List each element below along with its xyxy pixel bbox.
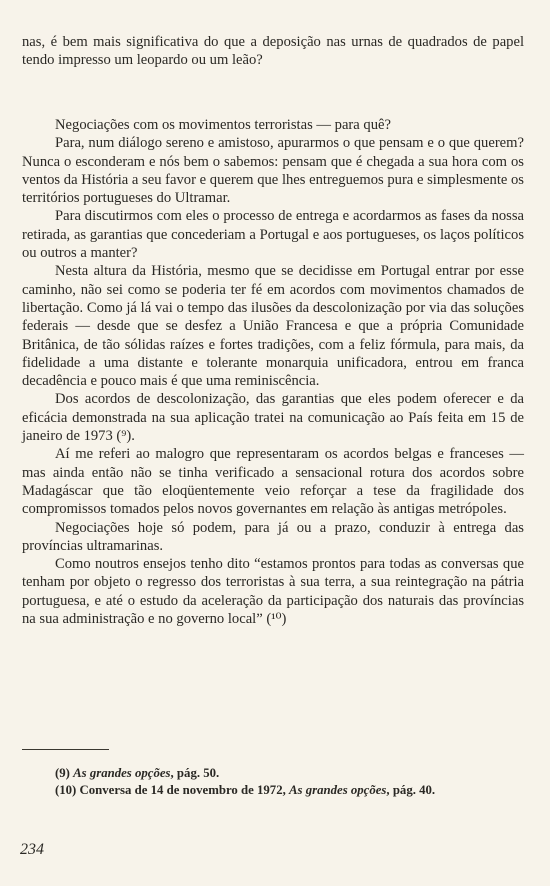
footnote-page: , pág. 50. — [170, 766, 220, 780]
page-number: 234 — [20, 841, 44, 858]
paragraph: Negociações hoje só podem, para já ou a prazo, conduzir à entrega das províncias ultramarinas. — [22, 519, 524, 554]
paragraph: Para discutirmos com eles o processo de entrega e acordarmos as fases da nossa retirada, as garantias que concederiam a Portugal e aos portugueses, os laços políticos ou outros a manter? — [22, 208, 524, 262]
paragraph: Nesta altura da História, mesmo que se decidisse em Portugal entrar por esse caminho, não sei como se poderia ter fé em acordos com movimentos chamados de libertação. Como já lá vai o tempo das ilusões da descolonização por via das soluções federais — desde que se desfez a União Francesa e que a própria Comunidade Britânica, de tão sólidas raízes e fortes tradições, com a feliz fórmula, para mais, da fidelidade a uma distante e tolerante monarquia unificadora, entrou em franca decadência e pouco mais é que uma reminiscência. — [22, 263, 524, 390]
paragraph: Aí me referi ao malogro que representaram os acordos belgas e franceses — mas ainda então não se tinha verificado a sensacional rotura dos acordos sobre Madagáscar que tão eloqüentemente veio reforçar a tese da fragilidade dos compromissos tomados pelos novos governantes em relação às antigas metrópoles. — [22, 446, 524, 518]
paragraph: nas, é bem mais significativa do que a deposição nas urnas de quadrados de papel tendo impresso um leopardo ou um leão? — [22, 34, 524, 69]
footnote-text: (10) Conversa de 14 de novembro de 1972, — [55, 782, 290, 797]
continued-paragraph — [22, 33, 524, 70]
footnote-book-title: As grandes opções — [289, 782, 387, 797]
footnotes — [22, 765, 524, 798]
body-text — [22, 116, 524, 628]
footnote-page: , pág. 40. — [386, 782, 436, 797]
footnote-10 — [22, 782, 524, 799]
footnote-divider — [22, 749, 109, 750]
paragraph: Para, num diálogo sereno e amistoso, apurarmos o que pensam e o que querem? Nunca o esconderam e nós bem o sabemos: pensam que é chegada a sua hora com os ventos da História a seu favor e querem que lhes entreguemos pura e simplesmente os territórios portugueses do Ultramar. — [22, 135, 524, 207]
paragraph: Negociações com os movimentos terroristas — para quê? — [55, 117, 391, 133]
paragraph: Dos acordos de descolonização, das garantias que eles podem oferecer e da eficácia demonstrada na sua aplicação tratei na comunicação ao País feita em 15 de janeiro de 1973 (⁹). — [22, 391, 524, 445]
footnote-text: (9) — [55, 766, 74, 780]
footnote-book-title: As grandes opções — [73, 766, 171, 780]
footnote-9 — [22, 765, 524, 782]
paragraph: Como noutros ensejos tenho dito “estamos prontos para todas as conversas que tenham por objeto o regresso dos terroristas à sua terra, a sua reintegração na pátria portuguesa, e até o estudo da aceleração da participação dos naturais das províncias na sua administração e no governo local” (¹⁰) — [22, 556, 524, 628]
